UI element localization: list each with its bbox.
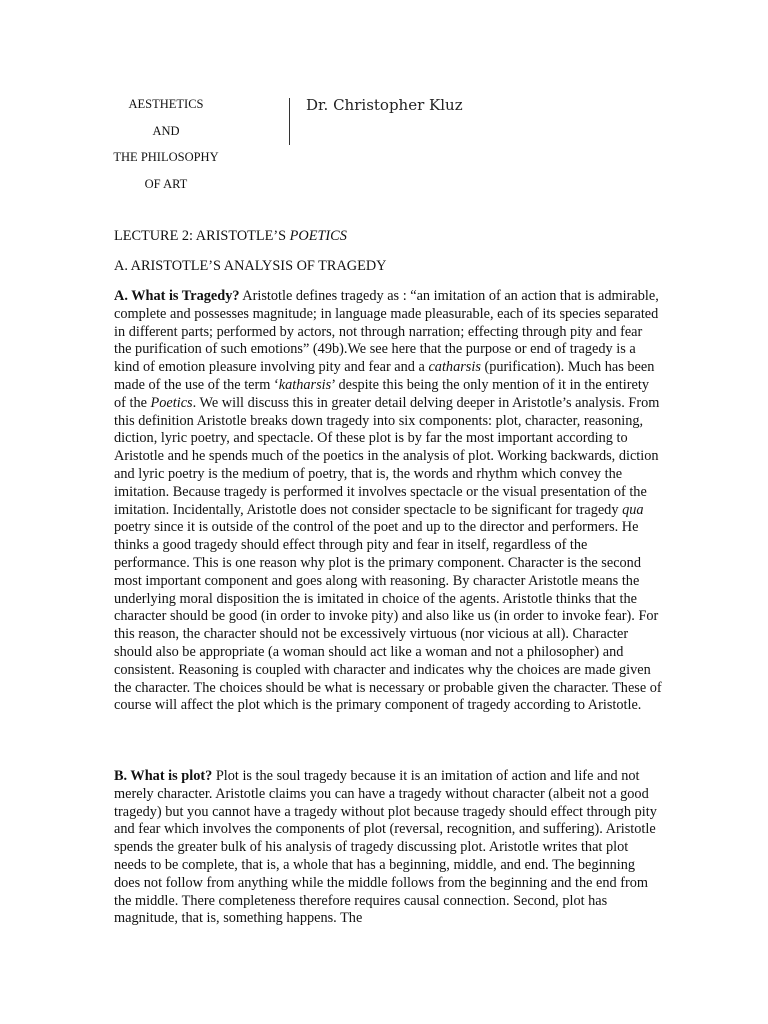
course-title-line: AESTHETICS xyxy=(128,97,204,111)
author-name: Dr. Christopher Kluz xyxy=(306,96,463,114)
paragraph-tragedy xyxy=(114,288,662,715)
italic-term: Poetics xyxy=(150,394,193,411)
course-title xyxy=(110,91,222,197)
section-heading: A. ARISTOTLE’S ANALYSIS OF TRAGEDY xyxy=(114,258,387,274)
paragraph-heading: B. What is plot? xyxy=(114,768,213,784)
course-title-line: THE PHILOSOPHY xyxy=(113,150,219,165)
text-run: . We will discuss this in greater detail delving deeper in Aristotle’s analysis. From this definition Aristotle breaks down tragedy into six components: plot, character, reasoning, diction, lyric poetry, and spectacle. Of these plot is by far the most important according to Aristotle and he spends much of the poetics in the analysis of plot. Working backwards, diction and lyric poetry is the medium of poetry, that is, the words and rhythm which convey the imitation. Because tragedy is performed it involves spectacle or the visual presentation of the imitation. Incidentally, Aristotle does not consider spectacle to be significant for tragedy xyxy=(114,394,660,518)
lecture-title-work: POETICS xyxy=(289,228,347,244)
text-run: poetry since it is outside of the control of the poet and up to the director and performers. He thinks a good tragedy should effect through pity and fear in itself, regardless of the performance. This is one reason why plot is the primary component. Character is the second most important component and goes along with reasoning. By character Aristotle means the underlying moral disposition the is imitated in choice of the agents. Aristotle thinks that the character should be good (in order to invoke pity) and also like us (in order to invoke fear). For this reason, the character should not be excessively virtuous (nor vicious at all). Character should also be appropriate (a woman should act like a woman and not a philosopher) and consistent. Reasoning is coupled with character and indicates why the choices are made given the character. The choices should be what is necessary or probable given the character. These of course will affect the plot which is the primary component of tragedy according to Aristotle. xyxy=(114,519,662,714)
lecture-title xyxy=(114,228,347,245)
text-run: Plot is the soul tragedy because it is an imitation of action and life and not merely character. Aristotle claims you can have a tragedy without character (albeit not a good tragedy) but you cannot have a tragedy without plot because tragedy should effect through pity and fear which involves the components of plot (reversal, recognition, and suffering). Aristotle spends the greater bulk of his analysis of tragedy discussing plot. Aristotle writes that plot needs to be complete, that is, a whole that has a beginning, middle, and end. The beginning does not follow from anything while the middle follows from the beginning and the end from the middle. There completeness therefore requires causal connection. Second, plot has magnitude, that is, something happens. The xyxy=(114,768,657,927)
text-run: (purification). Much has been made of the use of the term ‘ xyxy=(114,359,655,393)
paragraph-plot xyxy=(114,768,662,928)
header-divider xyxy=(289,98,290,145)
italic-term: catharsis xyxy=(428,359,481,376)
text-run: ’ despite this being the only mention of it in the entirety of the xyxy=(114,376,649,411)
text-run: Aristotle defines tragedy as : “an imitation of an action that is admirable, complete and possesses magnitude; in language made pleasurable, each of its species separated in different parts; performed by actors, not through narration; effecting through pity and fear the purification of such emotions” (49b).We see here that the purpose or end of tragedy is a kind of emotion pleasure involving pity and fear and a xyxy=(114,288,659,376)
course-title-line: AND xyxy=(152,123,180,138)
lecture-title-prefix: LECTURE 2: ARISTOTLE’S xyxy=(114,228,290,244)
italic-term: qua xyxy=(622,501,644,518)
italic-term: katharsis xyxy=(278,376,332,393)
course-title-line: OF ART xyxy=(144,176,188,191)
paragraph-heading: A. What is Tragedy? xyxy=(114,288,240,304)
